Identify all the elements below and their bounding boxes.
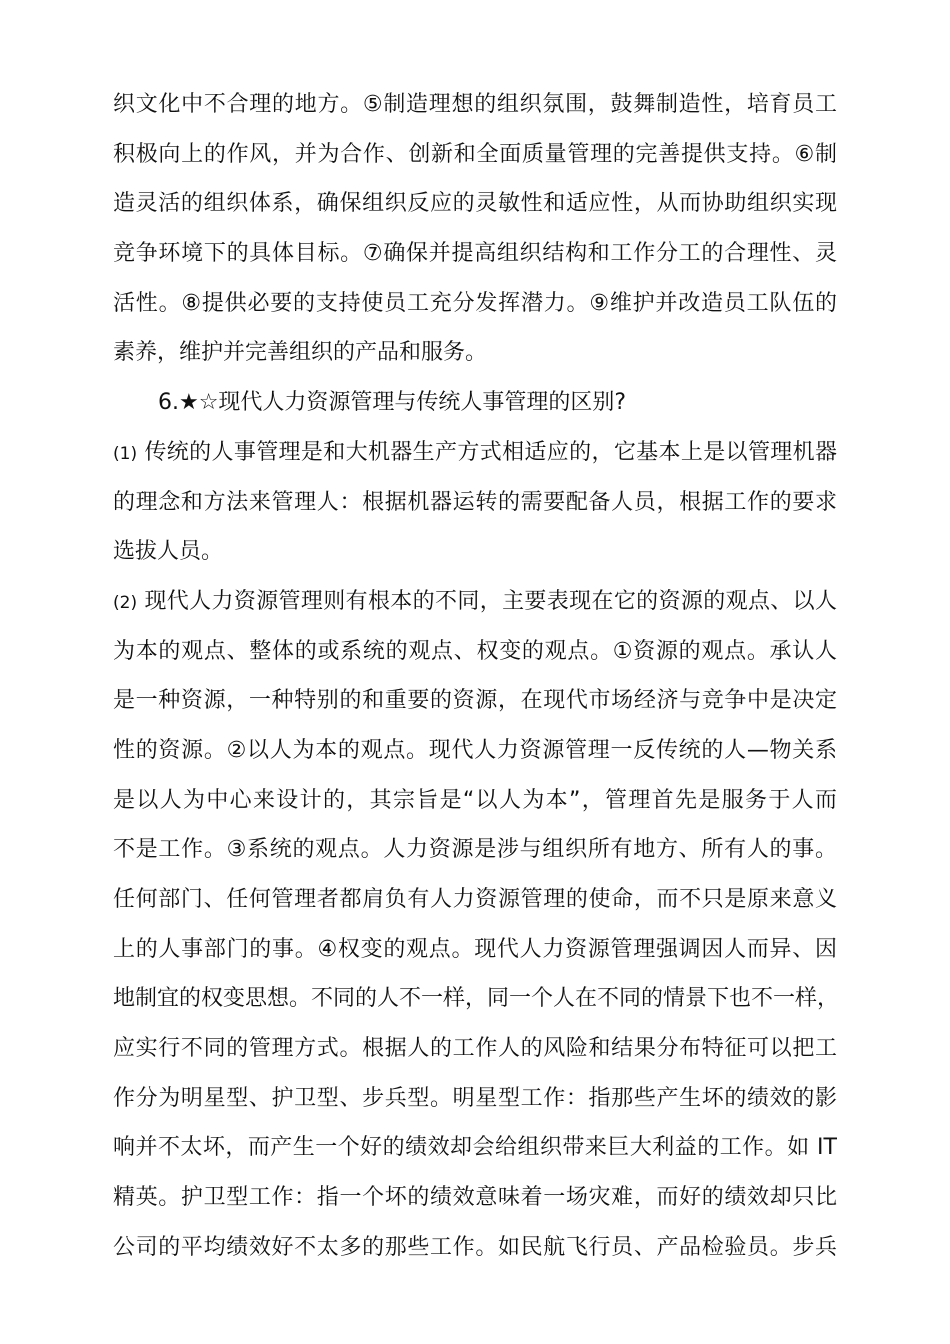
text-line: 积极向上的作风，并为合作、创新和全面质量管理的完善提供支持。⑥制 [113, 141, 837, 167]
list-marker: (2) [113, 592, 138, 613]
text-line: 为本的观点、整体的或系统的观点、权变的观点。①资源的观点。承认人 [113, 638, 837, 664]
text-line: 地制宜的权变思想。不同的人不一样，同一个人在不同的情景下也不一样， [113, 986, 840, 1012]
text-line: 是以人为中心来设计的，其宗旨是“以人为本”，管理首先是服务于人而 [113, 787, 837, 813]
section-heading: 6.★☆现代人力资源管理与传统人事管理的区别? [158, 390, 627, 416]
text-line: 竞争环境下的具体目标。⑦确保并提高组织结构和工作分工的合理性、灵 [113, 241, 837, 267]
text-line: 造灵活的组织体系，确保组织反应的灵敏性和适应性，从而协助组织实现 [113, 191, 837, 217]
text-line: 选拔人员。 [113, 539, 224, 565]
text-line [113, 428, 837, 478]
text-line: 的理念和方法来管理人：根据机器运转的需要配备人员，根据工作的要求 [113, 489, 837, 515]
text-line: 是一种资源，一种特别的和重要的资源，在现代市场经济与竞争中是决定 [113, 688, 837, 714]
text-line: 活性。⑧提供必要的支持使员工充分发挥潜力。⑨维护并改造员工队伍的 [113, 290, 837, 316]
list-marker: (1) [113, 443, 138, 464]
text-line [113, 577, 837, 627]
text-line: 上的人事部门的事。④权变的观点。现代人力资源管理强调因人而异、因 [113, 936, 837, 962]
text-line: 任何部门、任何管理者都肩负有人力资源管理的使命，而不只是原来意义 [113, 887, 837, 912]
document-body [113, 80, 840, 1273]
line-text: 传统的人事管理是和大机器生产方式相适应的，它基本上是以管理机器 [137, 439, 837, 465]
text-line: 作分为明星型、护卫型、步兵型。明星型工作：指那些产生坏的绩效的影 [113, 1085, 837, 1111]
text-line: 性的资源。②以人为本的观点。现代人力资源管理一反传统的人—物关系 [113, 737, 837, 763]
text-line: 精英。护卫型工作：指一个坏的绩效意味着一场灾难，而好的绩效却只比 [113, 1185, 837, 1211]
text-line: 响并不太坏，而产生一个好的绩效却会给组织带来巨大利益的工作。如 IT [113, 1135, 837, 1161]
text-line: 织文化中不合理的地方。⑤制造理想的组织氛围，鼓舞制造性，培育员工 [113, 92, 837, 117]
text-line: 不是工作。③系统的观点。人力资源是涉与组织所有地方、所有人的事。 [113, 837, 837, 863]
text-line: 公司的平均绩效好不太多的那些工作。如民航飞行员、产品检验员。步兵 [113, 1234, 837, 1260]
text-line: 应实行不同的管理方式。根据人的工作人的风险和结果分布特征可以把工 [113, 1036, 837, 1062]
text-line: 素养，维护并完善组织的产品和服务。 [113, 340, 488, 366]
line-text: 现代人力资源管理则有根本的不同，主要表现在它的资源的观点、以人 [137, 588, 837, 614]
